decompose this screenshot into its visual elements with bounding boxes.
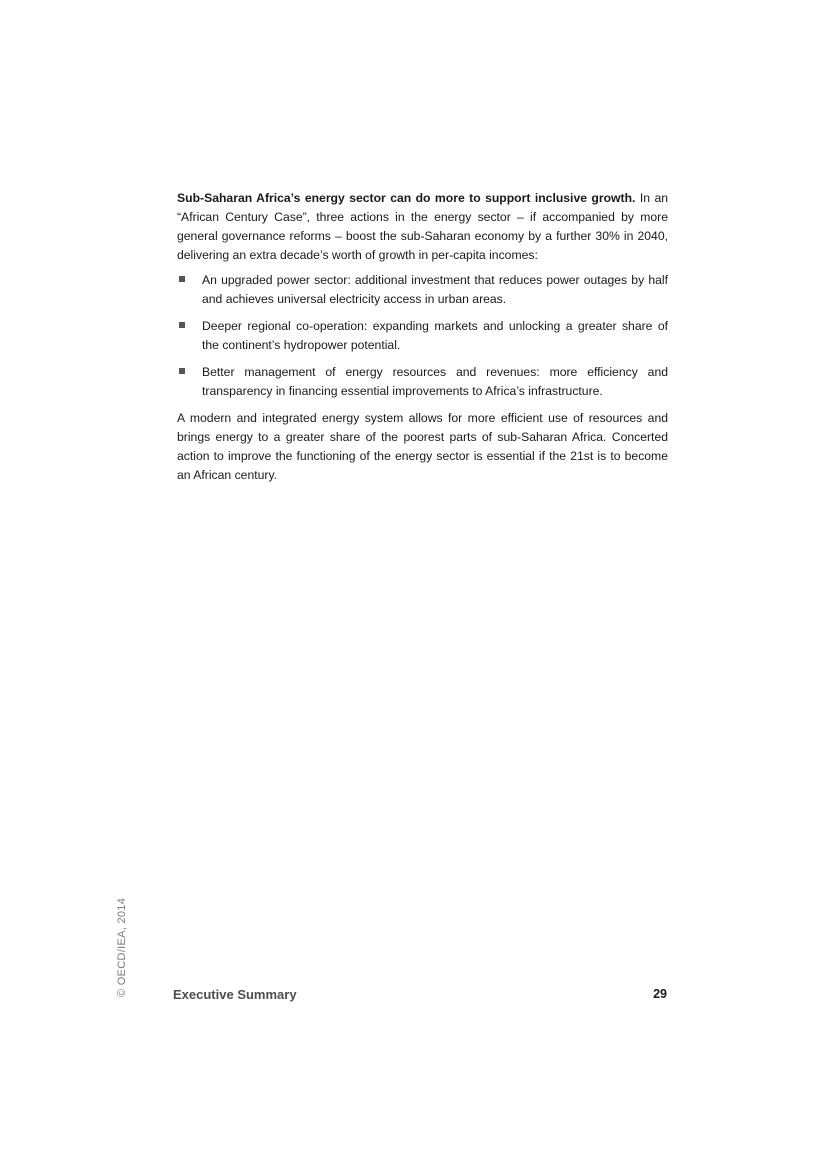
intro-bold-lead: Sub-Saharan Africa’s energy sector can do more to support inclusive growth.: [177, 191, 636, 205]
page-number: 29: [653, 987, 667, 1001]
footer-section-title: Executive Summary: [173, 987, 297, 1002]
bullet-item: [177, 317, 668, 355]
square-bullet-icon: [179, 368, 185, 374]
closing-paragraph: A modern and integrated energy system allows for more efficient use of resources and brings energy to a greater share of the poorest parts of sub-Saharan Africa. Concerted action to improve the functioning of the energy sector is essential if the 21st is to become an African century.: [177, 411, 668, 482]
copyright-notice: © OECD/IEA, 2014: [116, 897, 128, 997]
intro-text: In an “African Century Case”, three actions in the energy sector – if accompanied by more general governance reforms – boost the sub-Saharan economy by a further 30% in 2040, delivering an extra decade’s worth of growth in per-capita incomes:: [177, 191, 668, 262]
body-text: [177, 189, 668, 485]
square-bullet-icon: [179, 276, 185, 282]
bullet-list: [177, 271, 668, 401]
bullet-text: An upgraded power sector: additional investment that reduces power outages by half and achieves universal electricity access in urban areas.: [202, 273, 668, 306]
bullet-item: [177, 271, 668, 309]
square-bullet-icon: [179, 322, 185, 328]
intro-paragraph: [177, 189, 668, 265]
bullet-item: [177, 363, 668, 401]
bullet-text: Better management of energy resources and revenues: more efficiency and transparency in financing essential improvements to Africa’s infrastructure.: [202, 365, 668, 398]
bullet-text: Deeper regional co-operation: expanding markets and unlocking a greater share of the continent’s hydropower potential.: [202, 319, 668, 352]
